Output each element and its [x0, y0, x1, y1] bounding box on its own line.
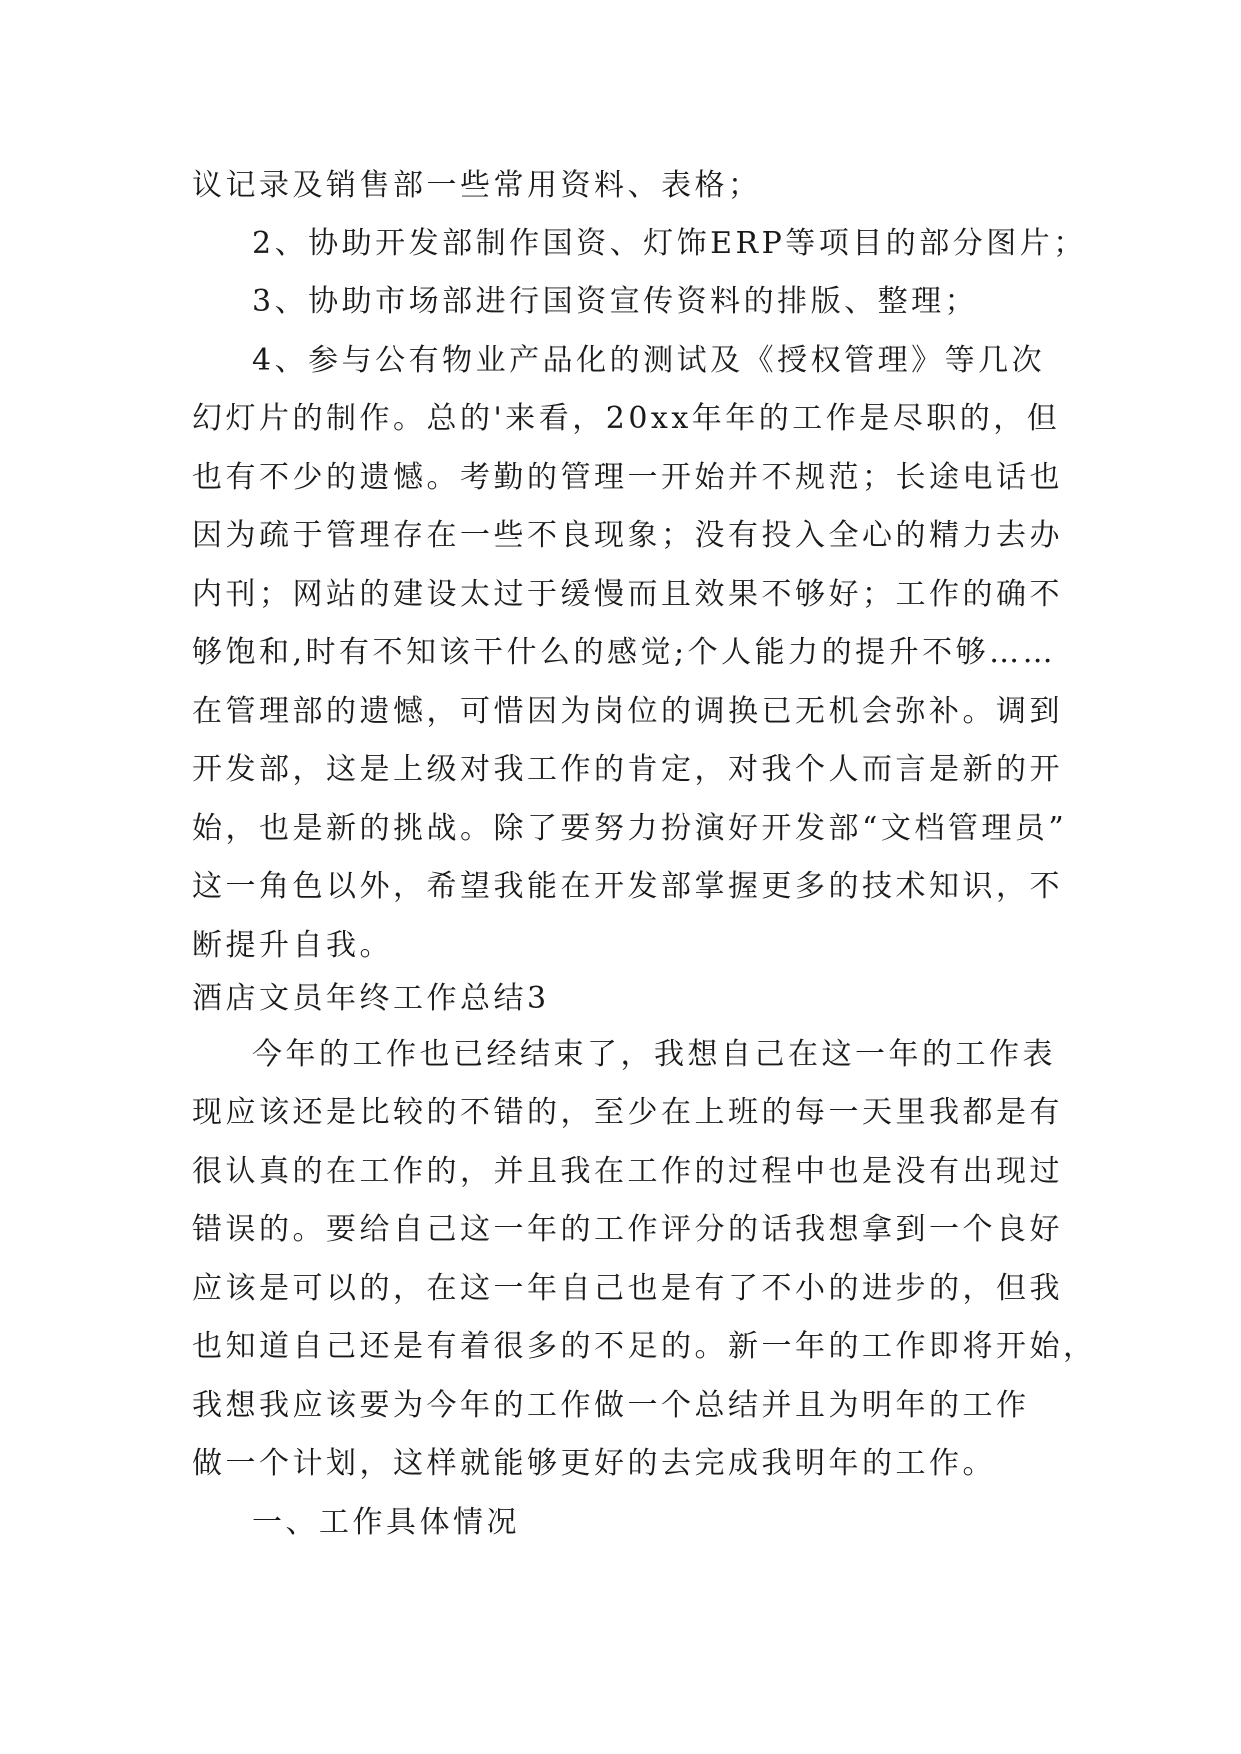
body-text-line: 内刊；网站的建设太过于缓慢而且效果不够好；工作的确不 [192, 577, 1063, 612]
body-text-line: 做一个计划，这样就能够更好的去完成我明年的工作。 [192, 1446, 996, 1481]
body-text-line: 也知道自己还是有着很多的不足的。新一年的工作即将开始， [192, 1329, 1097, 1364]
body-text-line: 因为疏于管理存在一些不良现象；没有投入全心的精力去办 [192, 518, 1063, 553]
body-text-line: 议记录及销售部一些常用资料、表格； [192, 168, 762, 203]
list-item-2: 2、协助开发部制作国资、灯饰ERP等项目的部分图片； [252, 226, 1087, 261]
list-item-3: 3、协助市场部进行国资宣传资料的排版、整理； [252, 284, 979, 319]
body-text-line: 幻灯片的制作。总的'来看，20xx年年的工作是尽职的，但 [192, 401, 1061, 436]
body-text-line: 我想我应该要为今年的工作做一个总结并且为明年的工作 [192, 1388, 1030, 1423]
body-text-line: 够饱和,时有不知该干什么的感觉;个人能力的提升不够…… [192, 635, 1057, 670]
paragraph-first-line: 今年的工作也已经结束了，我想自己在这一年的工作表 [252, 1037, 1056, 1072]
body-text-line: 这一角色以外，希望我能在开发部掌握更多的技术知识，不 [192, 869, 1063, 904]
body-text-line: 错误的。要给自己这一年的工作评分的话我想拿到一个良好 [192, 1212, 1063, 1247]
body-text-line: 在管理部的遗憾，可惜因为岗位的调换已无机会弥补。调到 [192, 694, 1063, 729]
section-title: 酒店文员年终工作总结3 [192, 981, 550, 1016]
list-item-4: 4、参与公有物业产品化的测试及《授权管理》等几次 [252, 343, 1046, 378]
body-text-line: 现应该还是比较的不错的，至少在上班的每一天里我都是有 [192, 1095, 1063, 1130]
subsection-heading: 一、工作具体情况 [252, 1505, 520, 1540]
body-text-line: 很认真的在工作的，并且我在工作的过程中也是没有出现过 [192, 1154, 1063, 1189]
body-text-line: 断提升自我。 [192, 928, 393, 963]
body-text-line: 始，也是新的挑战。除了要努力扮演好开发部“文档管理员” [192, 811, 1068, 846]
body-text-line: 开发部，这是上级对我工作的肯定，对我个人而言是新的开 [192, 752, 1063, 787]
body-text-line: 也有不少的遗憾。考勤的管理一开始并不规范；长途电话也 [192, 460, 1063, 495]
body-text-line: 应该是可以的，在这一年自己也是有了不小的进步的，但我 [192, 1271, 1063, 1306]
